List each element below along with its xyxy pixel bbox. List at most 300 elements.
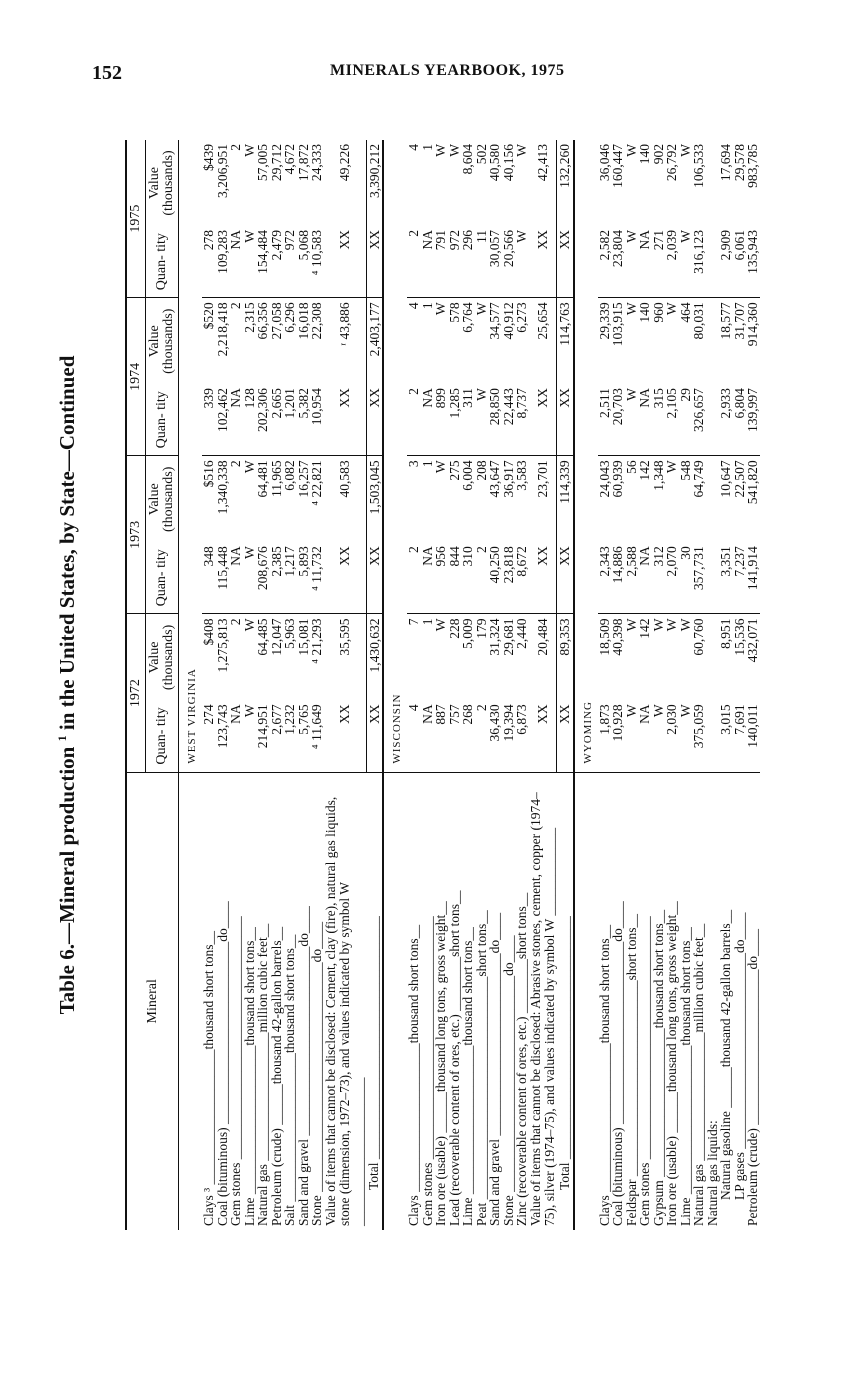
mineral-name: Stone ________________________________do____ xyxy=(502,772,516,1230)
value-cell: 3,583 xyxy=(515,456,529,542)
quantity-cell: W xyxy=(623,704,639,718)
mineral-name: Zinc (recoverable content of ores, etc.) ________short tons__ xyxy=(515,772,529,1230)
value-cell: 6,764 xyxy=(461,298,475,384)
table-row xyxy=(461,140,475,1230)
quantity-cell: W xyxy=(514,229,530,243)
quantity-cell: 339 xyxy=(201,388,216,409)
value-cell: 34,577 xyxy=(488,298,502,384)
value-cell: 15,081 xyxy=(297,614,311,700)
quantity-cell: 140,011 xyxy=(745,704,761,748)
quantity-cell: 2 xyxy=(406,388,422,395)
quantity-cell: 23,804 xyxy=(610,229,626,268)
quantity-cell: 296 xyxy=(460,229,476,251)
quantity-cell: 154,484 xyxy=(255,229,270,274)
value-cell: ʳ 43,886 xyxy=(324,298,367,384)
quantity-cell: NA xyxy=(419,546,435,566)
table-row xyxy=(243,140,257,1230)
quantity-cell: 2,665 xyxy=(268,388,284,419)
quantity-cell: NA xyxy=(419,229,435,250)
quantity-cell: 123,743 xyxy=(214,704,230,749)
value-cell: 29,681 xyxy=(502,614,516,700)
quantity-cell: 2,933 xyxy=(718,388,734,419)
quantity-cell: 36,430 xyxy=(487,704,503,742)
quantity-cell: 23,818 xyxy=(500,546,516,584)
value-cell: 36,917 xyxy=(502,456,516,542)
quantity-cell: 30 xyxy=(677,546,693,560)
value-cell: 1,348 xyxy=(652,456,666,542)
table-row xyxy=(746,140,760,1230)
value-cell xyxy=(706,456,720,542)
table-row xyxy=(421,140,435,1230)
value-cell: W xyxy=(625,614,639,700)
quantity-cell: XX xyxy=(366,700,383,772)
mineral-name: Gem stones ____________________________________ xyxy=(229,772,243,1230)
quantity-cell: XX xyxy=(324,542,367,614)
header-value: Value (thousands) xyxy=(146,140,179,226)
caption-text: Table 6.—Mineral production xyxy=(55,746,79,1015)
value-cell: W xyxy=(434,614,448,700)
quantity-cell: 2,039 xyxy=(664,229,680,261)
header-year-1972: 1972 xyxy=(126,614,146,772)
mineral-name: Sand and gravel ____________________________do____ xyxy=(297,772,311,1230)
value-cell: 2,440 xyxy=(515,614,529,700)
table-row xyxy=(706,140,720,1230)
quantity-cell: W xyxy=(241,229,257,243)
quantity-cell: XX xyxy=(529,226,557,298)
value-cell: 179 xyxy=(475,614,489,700)
value-cell: W xyxy=(514,144,530,157)
quantity-cell: 2 xyxy=(473,704,489,712)
quantity-cell: NA xyxy=(419,388,435,408)
value-cell: 114,339 xyxy=(557,456,574,542)
quantity-cell: 115,448 xyxy=(214,546,230,590)
quantity-cell: XX xyxy=(529,700,557,772)
header-quantity: Quan- tity xyxy=(146,542,179,614)
value-cell: 3 xyxy=(407,456,421,542)
quantity-cell: W xyxy=(241,704,257,718)
value-cell: 114,763 xyxy=(557,298,574,384)
quantity-cell: 2 xyxy=(406,546,422,553)
quantity-cell: XX xyxy=(557,226,574,298)
value-cell: 60,760 xyxy=(692,614,706,700)
table-row xyxy=(652,140,666,1230)
table-row xyxy=(625,140,639,1230)
quantity-cell: 844 xyxy=(446,546,462,567)
value-cell: 20,484 xyxy=(529,614,557,700)
quantity-cell: 8,737 xyxy=(514,388,530,419)
table-row xyxy=(256,140,270,1230)
quantity-cell: 274 xyxy=(201,704,216,725)
quantity-cell: NA xyxy=(419,704,435,724)
value-cell: 64,481 xyxy=(256,456,270,542)
value-cell: 43,647 xyxy=(488,456,502,542)
quantity-cell: XX xyxy=(366,542,383,614)
quantity-cell: 2,909 xyxy=(718,229,734,261)
mineral-name: Petroleum (crude) ______thousand 42-gallon barrels__ xyxy=(270,772,284,1230)
value-cell: 31,707 xyxy=(733,298,747,384)
total-label: Total ____________________________________ xyxy=(557,772,574,1230)
value-cell: 22,308 xyxy=(310,298,324,384)
quantity-cell: ⁴ 11,649 xyxy=(309,704,324,750)
rotated-table-container xyxy=(55,140,761,1230)
value-cell: 40,912 xyxy=(502,298,516,384)
header-value: Value (thousands) xyxy=(146,298,179,384)
value-cell: W xyxy=(243,456,257,542)
mineral-name: Natural gas ___________________million cubic feet__ xyxy=(256,772,270,1230)
table-row xyxy=(502,140,516,1230)
quantity-cell: 141,914 xyxy=(745,546,761,591)
value-cell: W xyxy=(625,298,639,384)
quantity-cell: 10,928 xyxy=(610,704,626,742)
quantity-cell: 6,804 xyxy=(731,388,747,419)
quantity-cell: 357,731 xyxy=(691,546,707,591)
value-cell: 66,356 xyxy=(256,298,270,384)
value-cell: 40,583 xyxy=(324,456,367,542)
quantity-cell: 208,676 xyxy=(255,546,270,591)
mineral-name: Natural gasoline ______thousand 42-gallon barrels__ xyxy=(719,772,733,1230)
quantity-cell: 312 xyxy=(650,546,666,567)
quantity-cell xyxy=(706,700,720,772)
quantity-cell: XX xyxy=(324,226,367,298)
value-cell: 27,058 xyxy=(270,298,284,384)
value-cell: 275 xyxy=(448,456,462,542)
header-quantity: Quan- tity xyxy=(146,384,179,456)
quantity-cell: 2,070 xyxy=(664,546,680,577)
value-cell: W xyxy=(446,144,462,157)
caption-footnote-mark: 1 xyxy=(55,735,69,742)
table-row xyxy=(692,140,706,1230)
mineral-name: Lead (recoverable content of ores, etc.) ________short tons__ xyxy=(448,772,462,1230)
quantity-cell: 2,677 xyxy=(268,704,284,735)
quantity-cell: 5,068 xyxy=(295,229,311,261)
mineral-production-table xyxy=(125,140,760,1230)
value-cell: 49,226 xyxy=(324,140,367,226)
quantity-cell: ⁴ 10,583 xyxy=(309,229,324,276)
quantity-cell: ⁴ 11,732 xyxy=(309,546,324,591)
value-cell: 1,430,632 xyxy=(366,614,383,700)
table-row xyxy=(270,140,284,1230)
mineral-name: Value of items that cannot be disclosed: Abrasive stones, cement, copper (1974–75), silver (1974–75), and values indicated by symbol W _____________ xyxy=(529,772,557,1230)
table-row xyxy=(679,140,693,1230)
mineral-name: Clays ______________________thousand short tons__ xyxy=(598,772,612,1230)
value-cell: 6,273 xyxy=(515,298,529,384)
quantity-cell: 202,306 xyxy=(255,388,270,433)
value-cell: W xyxy=(434,456,448,542)
value-cell: 17,694 xyxy=(718,144,734,182)
table-caption xyxy=(55,140,80,1230)
total-row xyxy=(557,140,574,1230)
value-cell: 1 xyxy=(419,144,435,151)
value-cell: W xyxy=(243,614,257,700)
value-cell: 983,785 xyxy=(745,144,761,188)
quantity-cell: 2 xyxy=(406,229,422,237)
quantity-cell: 2,343 xyxy=(596,546,612,577)
page-number: 152 xyxy=(92,62,122,84)
value-cell: 208 xyxy=(475,456,489,542)
table-row xyxy=(283,140,297,1230)
quantity-cell: 2,385 xyxy=(268,546,284,577)
quantity-cell: 22,443 xyxy=(500,388,516,426)
value-cell: 15,536 xyxy=(733,614,747,700)
table-row xyxy=(407,140,421,1230)
value-cell: 16,257 xyxy=(297,456,311,542)
quantity-cell: 2 xyxy=(473,546,489,553)
quantity-cell: XX xyxy=(324,700,367,772)
value-cell: W xyxy=(241,144,257,157)
quantity-cell: NA xyxy=(637,388,653,408)
value-cell: 24,333 xyxy=(309,144,324,182)
quantity-cell: 1,873 xyxy=(596,704,612,735)
value-cell: 3,390,212 xyxy=(366,140,383,226)
quantity-cell: 5,382 xyxy=(295,388,311,419)
value-cell: W xyxy=(677,144,693,157)
value-cell: $408 xyxy=(202,614,216,700)
state-spacer xyxy=(383,772,407,1230)
header-value: Value (thousands) xyxy=(146,614,179,700)
table-row xyxy=(665,140,679,1230)
value-cell: 6,004 xyxy=(461,456,475,542)
value-cell: 25,654 xyxy=(529,298,557,384)
value-cell: 29,339 xyxy=(598,298,612,384)
quantity-cell: XX xyxy=(557,542,574,614)
running-head: MINERALS YEARBOOK, 1975 xyxy=(330,62,565,79)
state-name: WISCONSIN xyxy=(391,693,404,764)
value-cell: 24,043 xyxy=(598,456,612,542)
quantity-cell: 1,217 xyxy=(282,546,297,577)
value-cell: 902 xyxy=(650,144,666,165)
quantity-cell: 2,479 xyxy=(268,229,284,261)
value-cell: 40,398 xyxy=(611,614,625,700)
mineral-name: Salt ______________________thousand short tons__ xyxy=(283,772,297,1230)
value-cell: 7 xyxy=(407,614,421,700)
quantity-cell: 30,057 xyxy=(487,229,503,268)
quantity-cell: W xyxy=(473,388,489,401)
quantity-cell: XX xyxy=(366,226,383,298)
quantity-cell: 899 xyxy=(433,388,449,409)
value-cell: ⁴ 22,821 xyxy=(310,456,324,542)
quantity-cell: XX xyxy=(529,542,557,614)
mineral-name: Natural gas ___________________million cubic feet__ xyxy=(692,772,706,1230)
value-cell: W xyxy=(433,144,449,157)
state-spacer xyxy=(179,772,203,1230)
quantity-cell: 348 xyxy=(201,546,216,567)
quantity-cell xyxy=(706,542,720,614)
value-cell: 1 xyxy=(421,614,435,700)
mineral-name: Natural gas liquids: xyxy=(706,772,720,1230)
mineral-name: Lime ______________________thousand short tons__ xyxy=(243,772,257,1230)
value-cell: $516 xyxy=(202,456,216,542)
value-cell: W xyxy=(434,298,448,384)
quantity-cell: NA xyxy=(228,229,243,250)
quantity-cell: 3,351 xyxy=(718,546,734,577)
mineral-name: Value of items that cannot be disclosed: Cement, clay (fire), natural gas liquids, stone (dimension, 1972–73), and values indicated by symbol W ______________________ xyxy=(324,772,367,1230)
quantity-cell: NA xyxy=(637,704,653,724)
value-cell: 16,018 xyxy=(297,298,311,384)
mineral-name: Sand and gravel ___________________________do____ xyxy=(488,772,502,1230)
quantity-cell: 28,850 xyxy=(487,388,503,426)
value-cell: 541,820 xyxy=(746,456,760,542)
value-cell: 8,951 xyxy=(719,614,733,700)
mineral-name: Clays ______________________thousand short tons__ xyxy=(407,772,421,1230)
value-cell: 103,915 xyxy=(611,298,625,384)
mineral-name: Gem stones ____________________________________ xyxy=(638,772,652,1230)
quantity-cell: 2,588 xyxy=(623,546,639,577)
value-cell: W xyxy=(665,456,679,542)
value-cell: 18,577 xyxy=(719,298,733,384)
mineral-name: Lime ______________________thousand short tons__ xyxy=(679,772,693,1230)
value-cell: 2,403,177 xyxy=(366,298,383,384)
quantity-cell: 757 xyxy=(446,704,462,725)
value-cell: 578 xyxy=(448,298,462,384)
quantity-cell: NA xyxy=(228,388,243,408)
quantity-cell: 278 xyxy=(201,229,216,251)
value-cell: 23,701 xyxy=(529,456,557,542)
table-row xyxy=(448,140,462,1230)
header-quantity: Quan- tity xyxy=(146,226,179,298)
value-cell: 26,792 xyxy=(664,144,680,182)
mineral-name: Stone __________________________________do____ xyxy=(310,772,324,1230)
value-cell xyxy=(706,140,720,226)
value-cell: 142 xyxy=(638,456,652,542)
quantity-cell: W xyxy=(677,229,693,243)
value-cell: 64,749 xyxy=(692,456,706,542)
mineral-name: Gypsum ______________________thousand short tons__ xyxy=(652,772,666,1230)
quantity-cell: 135,943 xyxy=(745,229,761,274)
total-row xyxy=(366,140,383,1230)
total-label: Total ____________________________________ xyxy=(366,772,383,1230)
value-cell: 2 xyxy=(229,456,243,542)
value-cell: 5,009 xyxy=(461,614,475,700)
quantity-cell: 102,462 xyxy=(214,388,230,433)
table-row xyxy=(515,140,529,1230)
quantity-cell: 268 xyxy=(460,704,476,725)
state-header-row xyxy=(574,140,598,1230)
value-cell: 432,071 xyxy=(746,614,760,700)
table-row xyxy=(297,140,311,1230)
table-row xyxy=(310,140,324,1230)
quantity-cell: 315 xyxy=(650,388,666,409)
header-year-1974: 1974 xyxy=(126,298,146,456)
quantity-cell: 326,657 xyxy=(691,388,707,433)
quantity-cell: 791 xyxy=(433,229,449,251)
value-cell: W xyxy=(665,614,679,700)
value-cell: 35,595 xyxy=(324,614,367,700)
table-row xyxy=(216,140,230,1230)
quantity-cell: W xyxy=(650,704,666,718)
quantity-cell: 7,691 xyxy=(731,704,747,735)
value-cell: 89,353 xyxy=(557,614,574,700)
mineral-name: Feldspar _____________________________short tons__ xyxy=(625,772,639,1230)
quantity-cell: 310 xyxy=(460,546,476,567)
value-cell: 228 xyxy=(448,614,462,700)
quantity-cell: NA xyxy=(228,704,243,724)
quantity-cell: 956 xyxy=(433,546,449,567)
quantity-cell: 5,893 xyxy=(295,546,311,577)
value-cell: 11,965 xyxy=(270,456,284,542)
quantity-cell: 1,201 xyxy=(282,388,297,419)
value-cell: 2 xyxy=(228,144,243,151)
value-cell: 57,005 xyxy=(255,144,270,182)
header-value: Value (thousands) xyxy=(146,456,179,542)
value-cell: 6,296 xyxy=(283,298,297,384)
value-cell: 2,218,418 xyxy=(216,298,230,384)
value-cell xyxy=(706,614,720,700)
quantity-cell: 10,954 xyxy=(309,388,324,426)
value-cell: 1,275,813 xyxy=(216,614,230,700)
value-cell xyxy=(706,298,720,384)
mineral-name: Clays ³ ____________________thousand short tons__ xyxy=(202,772,216,1230)
value-cell: 1,503,045 xyxy=(366,456,383,542)
value-cell: 1 xyxy=(421,456,435,542)
quantity-cell: NA xyxy=(228,546,243,566)
header-quantity: Quan- tity xyxy=(146,700,179,772)
value-cell: ⁴ 21,293 xyxy=(310,614,324,700)
value-cell: 42,413 xyxy=(529,140,557,226)
value-cell: $520 xyxy=(202,298,216,384)
quantity-cell: 271 xyxy=(650,229,666,251)
quantity-cell: 7,237 xyxy=(731,546,747,577)
quantity-cell: W xyxy=(623,229,639,243)
quantity-cell: NA xyxy=(637,546,653,566)
value-cell: 106,533 xyxy=(691,144,707,188)
quantity-cell: XX xyxy=(557,700,574,772)
quantity-cell: 11 xyxy=(473,229,489,243)
value-cell: 8,604 xyxy=(460,144,476,175)
value-cell: W xyxy=(652,614,666,700)
header-year-1973: 1973 xyxy=(126,456,146,614)
mineral-name: Iron ore (usable) ______thousand long tons, gross weight__ xyxy=(665,772,679,1230)
quantity-cell: 20,566 xyxy=(500,229,516,268)
value-cell: 12,047 xyxy=(270,614,284,700)
quantity-cell: 20,703 xyxy=(610,388,626,426)
quantity-cell: 887 xyxy=(433,704,449,725)
value-cell: 40,580 xyxy=(487,144,503,182)
mineral-name: LP gases _____________________________do____ xyxy=(733,772,747,1230)
value-cell: 1,340,338 xyxy=(216,456,230,542)
quantity-cell: 214,951 xyxy=(255,704,270,749)
quantity-cell: 19,394 xyxy=(500,704,516,742)
value-cell: 60,939 xyxy=(611,456,625,542)
quantity-cell: 29 xyxy=(677,388,693,402)
quantity-cell: 375,059 xyxy=(691,704,707,749)
value-cell: 29,712 xyxy=(268,144,284,182)
value-cell: 160,447 xyxy=(610,144,626,188)
table-row xyxy=(733,140,747,1230)
state-name: WEST VIRGINIA xyxy=(186,668,198,764)
quantity-cell: 3,015 xyxy=(718,704,734,735)
table-row xyxy=(719,140,733,1230)
quantity-cell: 4 xyxy=(406,704,422,712)
value-cell: 2 xyxy=(229,298,243,384)
value-cell: 80,031 xyxy=(692,298,706,384)
quantity-cell: XX xyxy=(324,384,367,456)
table-row xyxy=(611,140,625,1230)
quantity-cell: 1,285 xyxy=(446,388,462,419)
quantity-cell xyxy=(706,384,720,456)
value-cell: 914,360 xyxy=(746,298,760,384)
quantity-cell: 14,886 xyxy=(610,546,626,584)
header-year-1975: 1975 xyxy=(126,140,146,298)
table-row xyxy=(638,140,652,1230)
state-header-row xyxy=(179,140,203,1230)
quantity-cell: XX xyxy=(529,384,557,456)
quantity-cell: XX xyxy=(557,384,574,456)
table-row xyxy=(529,140,557,1230)
value-cell: W xyxy=(475,298,489,384)
mineral-name: Peat _________________________________short tons__ xyxy=(475,772,489,1230)
value-cell: 140 xyxy=(637,144,653,165)
quantity-cell: NA xyxy=(637,229,653,250)
